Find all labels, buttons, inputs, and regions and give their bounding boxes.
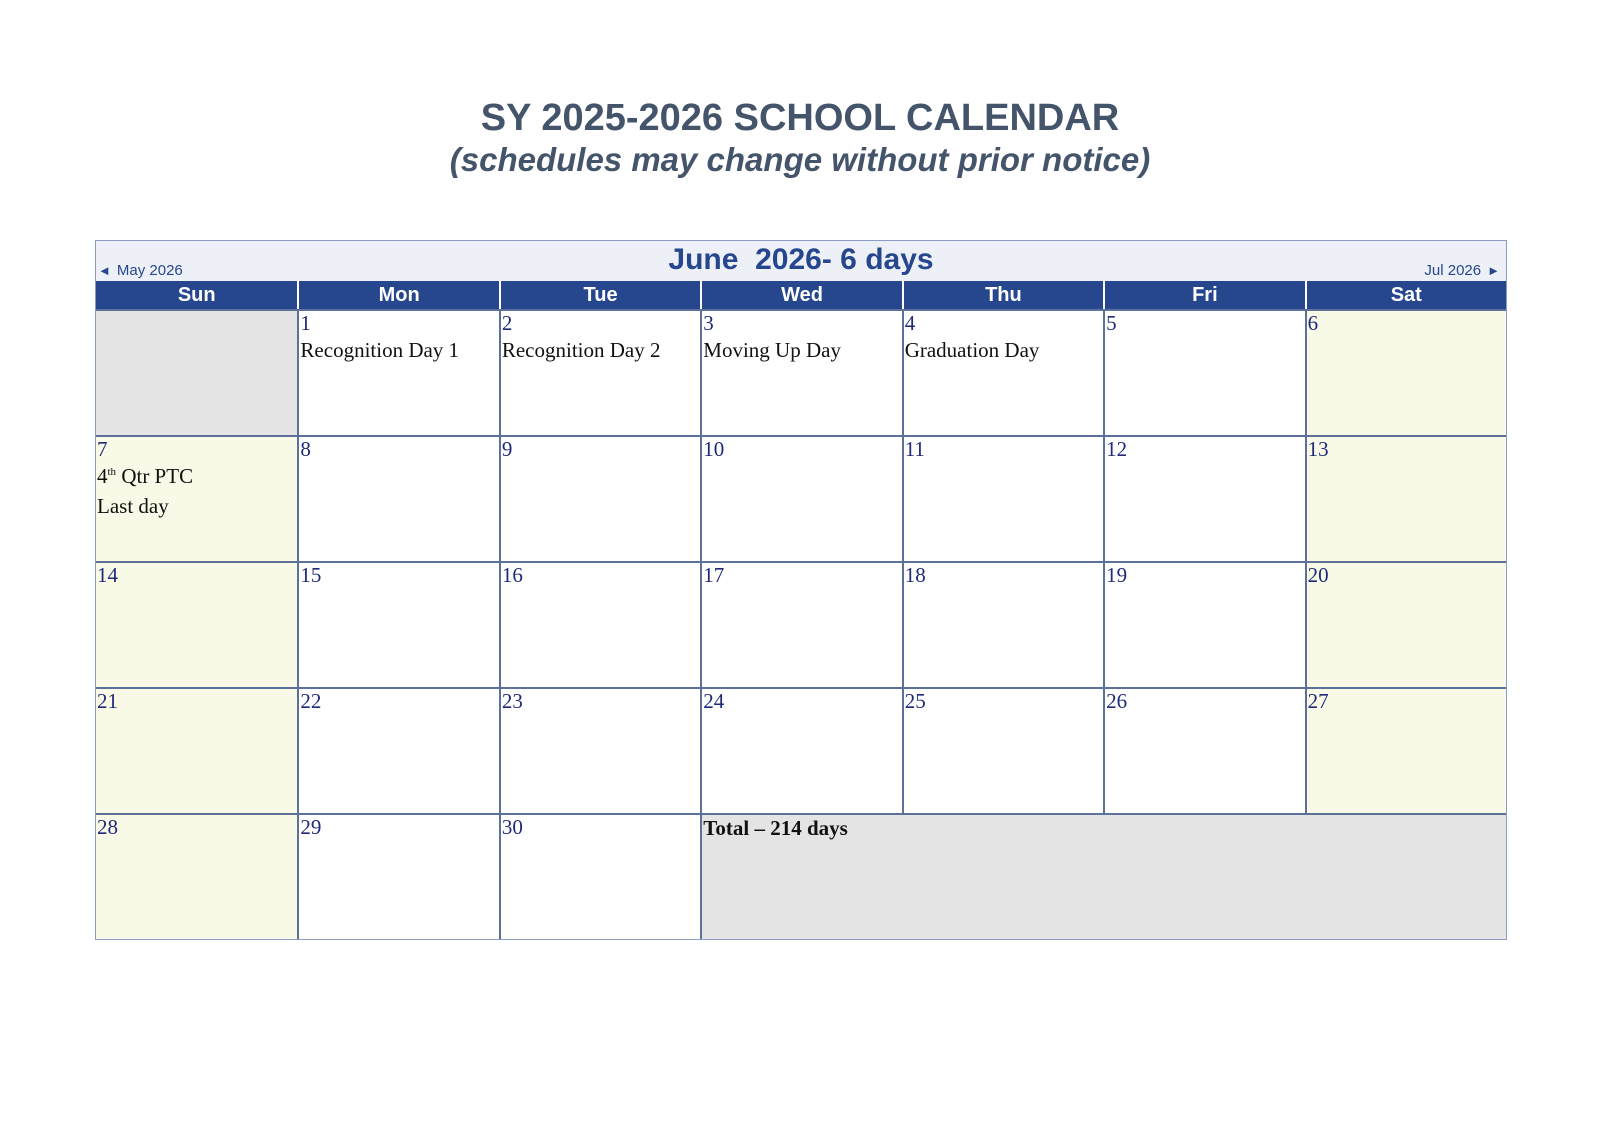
page-subtitle: (schedules may change without prior notice) <box>449 141 1151 178</box>
day-number: 25 <box>904 689 926 713</box>
day-number: 17 <box>703 563 725 587</box>
day-grid <box>96 309 1506 939</box>
day-cell[interactable] <box>700 435 901 561</box>
day-number: 2 <box>501 311 513 335</box>
day-number: 3 <box>703 311 714 335</box>
day-cell[interactable] <box>1305 435 1506 561</box>
weekday-wed: Wed <box>700 281 901 309</box>
day-number: 30 <box>501 815 523 839</box>
day-cell[interactable] <box>1103 561 1304 687</box>
day-cell[interactable] <box>902 435 1103 561</box>
day-number: 13 <box>1307 437 1329 461</box>
day-cell[interactable] <box>1305 309 1506 435</box>
day-cell[interactable] <box>96 813 297 939</box>
day-number: 24 <box>703 689 725 713</box>
day-cell[interactable] <box>1103 435 1304 561</box>
day-cell[interactable] <box>96 687 297 813</box>
day-cell[interactable] <box>1103 687 1304 813</box>
day-number: 19 <box>1106 563 1128 587</box>
day-cell[interactable] <box>1305 561 1506 687</box>
day-cell[interactable] <box>499 687 700 813</box>
day-number: 22 <box>300 689 322 713</box>
weekday-sun: Sun <box>96 281 297 309</box>
day-cell[interactable] <box>297 435 498 561</box>
day-number: 6 <box>1307 311 1319 335</box>
day-number: 7 <box>97 437 108 461</box>
weekday-mon: Mon <box>297 281 498 309</box>
total-days-cell <box>700 813 1506 939</box>
day-cell[interactable] <box>499 813 700 939</box>
day-event: Graduation Day <box>904 338 1040 362</box>
day-cell[interactable] <box>1103 309 1304 435</box>
day-cell[interactable] <box>700 687 901 813</box>
day-cell[interactable] <box>96 561 297 687</box>
next-month-link[interactable] <box>1424 262 1500 279</box>
day-cell[interactable] <box>297 561 498 687</box>
day-number: 16 <box>501 563 523 587</box>
day-number: 11 <box>904 437 925 461</box>
day-cell[interactable] <box>96 435 297 561</box>
day-cell[interactable] <box>297 309 498 435</box>
prev-month-label: May 2026 <box>116 262 183 279</box>
day-event: Last day <box>97 494 169 518</box>
day-number: 10 <box>703 437 725 461</box>
day-event: 4th Qtr PTC <box>97 464 194 488</box>
day-cell[interactable] <box>700 309 901 435</box>
day-number: 5 <box>1106 311 1117 335</box>
day-cell[interactable] <box>700 561 901 687</box>
day-event: Moving Up Day <box>703 338 841 362</box>
day-number: 28 <box>97 815 118 839</box>
day-number: 4 <box>904 311 916 335</box>
next-month-label: Jul 2026 <box>1424 262 1482 279</box>
weekday-tue: Tue <box>499 281 700 309</box>
weekday-header-row <box>96 281 1506 309</box>
day-number: 14 <box>97 563 118 587</box>
day-number: 27 <box>1307 689 1329 713</box>
right-arrow-icon: ► <box>1487 263 1500 278</box>
day-number: 23 <box>501 689 523 713</box>
day-cell[interactable] <box>902 309 1103 435</box>
day-cell[interactable] <box>297 687 498 813</box>
total-days-text: Total – 214 days <box>703 816 848 840</box>
weekday-thu: Thu <box>902 281 1103 309</box>
month-title: June 2026- 6 days <box>668 243 934 276</box>
weekday-sat: Sat <box>1305 281 1506 309</box>
day-number: 21 <box>97 689 118 713</box>
month-calendar <box>95 240 1507 940</box>
left-arrow-icon: ◄ <box>98 263 111 278</box>
page-title: SY 2025-2026 SCHOOL CALENDAR <box>480 97 1120 139</box>
day-number: 9 <box>501 437 513 461</box>
day-number: 29 <box>300 815 322 839</box>
day-number: 20 <box>1307 563 1329 587</box>
day-cell[interactable] <box>902 687 1103 813</box>
calendar-header <box>96 241 1506 281</box>
day-number: 12 <box>1106 437 1128 461</box>
day-cell[interactable] <box>297 813 498 939</box>
day-number: 18 <box>904 563 926 587</box>
day-number: 15 <box>300 563 322 587</box>
day-event: Recognition Day 1 <box>300 338 460 362</box>
day-number: 8 <box>300 437 311 461</box>
day-cell[interactable] <box>499 435 700 561</box>
day-number: 26 <box>1106 689 1128 713</box>
day-cell[interactable] <box>902 561 1103 687</box>
day-cell[interactable] <box>499 561 700 687</box>
weekday-fri: Fri <box>1103 281 1304 309</box>
day-event: Recognition Day 2 <box>501 338 661 362</box>
day-cell[interactable] <box>1305 687 1506 813</box>
day-number: 1 <box>300 311 311 335</box>
empty-day-cell <box>96 309 297 435</box>
day-cell[interactable] <box>499 309 700 435</box>
